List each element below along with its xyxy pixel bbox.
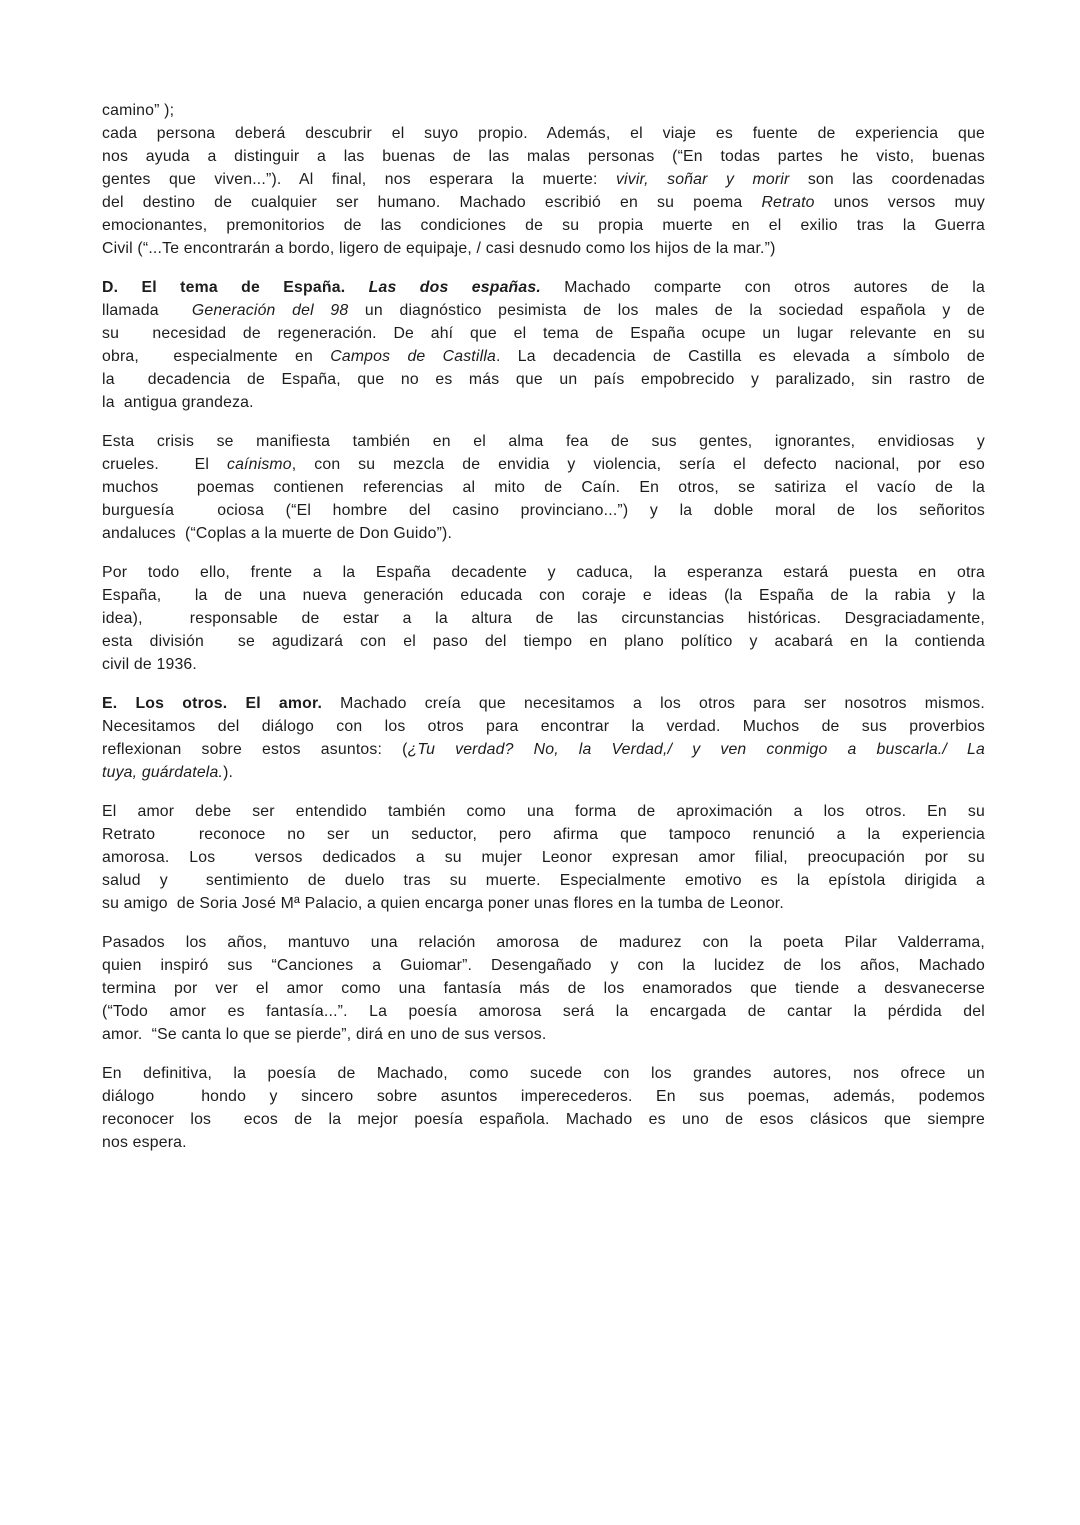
- text-run: su amigo de Soria José Mª Palacio, a quien encarga poner unas flores en la tumba de Leonor.: [102, 895, 784, 912]
- text-run: diálogo hondo y sincero sobre asuntos imperecederos. En sus poemas, además, podemos: [102, 1088, 985, 1105]
- text-line: [102, 954, 985, 977]
- text-run: Machado comparte con otros autores de la: [540, 279, 985, 296]
- text-run: burguesía ociosa (“El hombre del casino provinciano...”) y la doble moral de los señoritos: [102, 502, 985, 519]
- text-line: [102, 214, 985, 237]
- text-run: reflexionan sobre estos asuntos: (: [102, 741, 408, 758]
- text-run: gentes que viven...”). Al final, nos esperara la muerte:: [102, 171, 616, 188]
- para-conclusion: [102, 1062, 985, 1154]
- text-line: [102, 191, 985, 214]
- text-run: crueles. El: [102, 456, 227, 473]
- text-run: Civil (“...Te encontrarán a bordo, ligero de equipaje, / casi desnudo como los hijos de la mar.”): [102, 240, 776, 257]
- text-run: termina por ver el amor como una fantasía más de los enamorados que tiende a desvanecerse: [102, 980, 985, 997]
- text-run: reconocer los ecos de la mejor poesía española. Machado es uno de esos clásicos que siempre: [102, 1111, 985, 1128]
- text-run: Retrato reconoce no ser un seductor, pero afirma que tampoco renunció a la experiencia: [102, 826, 985, 843]
- para-tema-espana: [102, 276, 985, 414]
- text-run: la antigua grandeza.: [102, 394, 254, 411]
- para-guiomar: [102, 931, 985, 1046]
- text-line: [102, 738, 985, 761]
- text-line: [102, 499, 985, 522]
- text-run: E. Los otros. El amor.: [102, 695, 323, 712]
- text-line: [102, 1108, 985, 1131]
- para-camino-viaje: [102, 99, 985, 260]
- text-run: muchos poemas contienen referencias al mito de Caín. En otros, se satiriza el vacío de la: [102, 479, 985, 496]
- text-line: [102, 823, 985, 846]
- text-line: [102, 99, 985, 122]
- text-run: ).: [223, 764, 234, 781]
- text-line: [102, 299, 985, 322]
- text-line: [102, 168, 985, 191]
- text-run: quien inspiró sus “Canciones a Guiomar”. Desengañado y con la lucidez de los años, Machado: [102, 957, 985, 974]
- text-line: [102, 607, 985, 630]
- text-line: [102, 276, 985, 299]
- text-line: [102, 391, 985, 414]
- text-run: andaluces (“Coplas a la muerte de Don Guido”).: [102, 525, 453, 542]
- text-run: . La decadencia de Castilla es elevada a símbolo de: [496, 348, 985, 365]
- text-run: del destino de cualquier ser humano. Machado escribió en su poema: [102, 194, 762, 211]
- text-run: tuya, guárdatela.: [102, 764, 224, 781]
- text-line: [102, 368, 985, 391]
- text-run: ¿Tu verdad? No, la Verdad,/ y ven conmigo a buscarla./ La: [407, 741, 985, 758]
- text-run: , con su mezcla de envidia y violencia, sería el defecto nacional, por eso: [291, 456, 985, 473]
- text-line: [102, 1000, 985, 1023]
- text-line: [102, 561, 985, 584]
- text-line: [102, 846, 985, 869]
- text-run: Machado creía que necesitamos a los otros para ser nosotros mismos.: [322, 695, 985, 712]
- text-run: Esta crisis se manifiesta también en el alma fea de sus gentes, ignorantes, envidiosas y: [102, 433, 985, 450]
- text-run: En definitiva, la poesía de Machado, como sucede con los grandes autores, nos ofrece un: [102, 1065, 985, 1082]
- text-line: [102, 869, 985, 892]
- text-line: [102, 977, 985, 1000]
- text-run: Retrato: [761, 194, 815, 211]
- text-line: [102, 584, 985, 607]
- text-run: nos espera.: [102, 1134, 187, 1151]
- text-line: [102, 476, 985, 499]
- text-line: [102, 322, 985, 345]
- text-line: [102, 715, 985, 738]
- text-line: [102, 1131, 985, 1154]
- text-run: la decadencia de España, que no es más que un país empobrecido y paralizado, sin rastro de: [102, 371, 985, 388]
- text-run: España, la de una nueva generación educada con coraje e ideas (la España de la rabia y la: [102, 587, 985, 604]
- text-run: Necesitamos del diálogo con los otros para encontrar la verdad. Muchos de sus proverbios: [102, 718, 985, 735]
- text-line: [102, 653, 985, 676]
- text-run: Generación del 98: [191, 302, 349, 319]
- text-run: Campos de Castilla: [330, 348, 497, 365]
- text-run: son las coordenadas: [789, 171, 985, 188]
- text-line: [102, 761, 985, 784]
- text-run: obra, especialmente en: [102, 348, 331, 365]
- para-crisis-cainismo: [102, 430, 985, 545]
- text-run: Las dos españas.: [368, 279, 541, 296]
- text-line: [102, 122, 985, 145]
- text-run: Por todo ello, frente a la España decadente y caduca, la esperanza estará puesta en otra: [102, 564, 985, 581]
- text-line: [102, 145, 985, 168]
- text-run: su necesidad de regeneración. De ahí que el tema de España ocupe un lugar relevante en su: [102, 325, 985, 342]
- text-line: [102, 453, 985, 476]
- text-run: unos versos muy: [814, 194, 985, 211]
- text-line: [102, 800, 985, 823]
- text-run: amor. “Se canta lo que se pierde”, dirá en uno de sus versos.: [102, 1026, 547, 1043]
- text-run: El amor debe ser entendido también como una forma de aproximación a los otros. En su: [102, 803, 985, 820]
- text-line: [102, 430, 985, 453]
- text-run: D. El tema de España.: [102, 279, 369, 296]
- text-run: un diagnóstico pesimista de los males de la sociedad española y de: [348, 302, 986, 319]
- text-run: cada persona deberá descubrir el suyo propio. Además, el viaje es fuente de experiencia que: [102, 125, 985, 142]
- para-los-otros-amor: [102, 692, 985, 784]
- text-run: salud y sentimiento de duelo tras su muerte. Especialmente emotivo es la epístola dirigida a: [102, 872, 985, 889]
- text-line: [102, 1085, 985, 1108]
- text-run: Pasados los años, mantuvo una relación amorosa de madurez con la poeta Pilar Valderrama,: [102, 934, 985, 951]
- text-line: [102, 692, 985, 715]
- text-line: [102, 345, 985, 368]
- text-run: (“Todo amor es fantasía...”. La poesía amorosa será la encargada de cantar la pérdida del: [102, 1003, 985, 1020]
- para-esperanza-espana: [102, 561, 985, 676]
- text-run: nos ayuda a distinguir a las buenas de las malas personas (“En todas partes he visto, buenas: [102, 148, 985, 165]
- document-body: [102, 99, 985, 1154]
- text-run: llamada: [102, 302, 192, 319]
- text-line: [102, 237, 985, 260]
- text-line: [102, 630, 985, 653]
- text-run: vivir, soñar y morir: [615, 171, 790, 188]
- text-line: [102, 1062, 985, 1085]
- text-line: [102, 522, 985, 545]
- text-run: camino” );: [102, 102, 175, 119]
- text-run: emocionantes, premonitorios de las condiciones de su propia muerte en el exilio tras la Guerra: [102, 217, 985, 234]
- text-run: esta división se agudizará con el paso del tiempo en plano político y acabará en la contienda: [102, 633, 985, 650]
- text-run: civil de 1936.: [102, 656, 198, 673]
- text-line: [102, 892, 985, 915]
- text-line: [102, 1023, 985, 1046]
- text-run: caínismo: [226, 456, 292, 473]
- para-amor-aproximacion: [102, 800, 985, 915]
- text-run: amorosa. Los versos dedicados a su mujer Leonor expresan amor filial, preocupación por su: [102, 849, 985, 866]
- text-run: idea), responsable de estar a la altura de las circunstancias históricas. Desgraciadamente,: [102, 610, 985, 627]
- text-line: [102, 931, 985, 954]
